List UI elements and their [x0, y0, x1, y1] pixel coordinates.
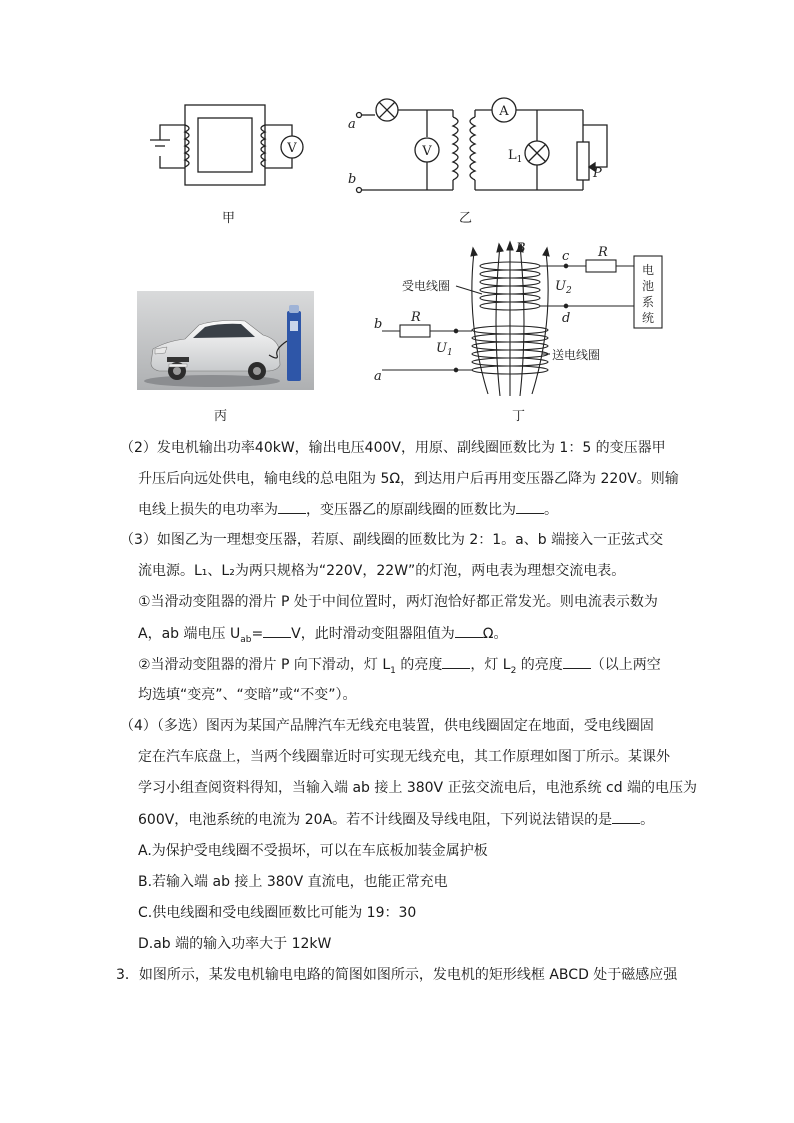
send-coil-label: 送电线圈: [552, 348, 601, 362]
voltmeter-label: V: [287, 141, 297, 156]
answer-blank: [612, 809, 640, 824]
q4-line-3: 学习小组查阅资料得知，当输入端 ab 接上 380V 正弦交流电后，电池系统 cd 端的电压为: [138, 780, 698, 796]
q4-line-4: [138, 809, 698, 830]
q3-sub-1-text-c: V，此时滑动变阻器阻值为: [291, 626, 455, 642]
receive-coil-label: 受电线圈: [402, 279, 451, 293]
battery-label-1: 电: [642, 263, 655, 277]
q2-line-3-part-b: ，变压器乙的原副线圈的匝数比为: [306, 502, 516, 518]
battery-label-3: 系: [642, 295, 655, 309]
q3-sub-1: ①当滑动变阻器的滑片 P 处于中间位置时，两灯泡恰好都正常发光。则电流表示数为: [138, 594, 658, 610]
figure-ding-wireless-charging: [370, 238, 670, 398]
q3-sub-1-text-a: A，ab 端电压 U: [138, 626, 241, 642]
q3-sub-2-text-d: 的亮度: [516, 657, 563, 673]
figure-jia-transformer: [140, 100, 310, 205]
answer-blank: [516, 499, 544, 514]
q4-line-1: （4）（多选）图丙为某国产品牌汽车无线充电装置，供电线圈固定在地面，受电线圈固: [120, 718, 654, 734]
q3-sub-2-text-c: ，灯 L: [470, 657, 511, 673]
answer-blank: [263, 623, 291, 638]
uab-subscript: ab: [240, 634, 252, 645]
q2-line-3: [138, 499, 698, 520]
voltmeter-yi-label: V: [422, 144, 432, 159]
caption-bing: 丙: [214, 409, 228, 424]
battery-label-2: 池: [642, 279, 655, 293]
q3-sub-1-cont: [138, 623, 698, 650]
caption-ding: 丁: [512, 409, 526, 424]
q4-line-4-text-a: 600V，电池系统的电流为 20A。若不计线圈及导线电阻，下列说法错误的是: [138, 812, 613, 828]
voltage-u1-label: $U_1$: [436, 341, 453, 358]
terminal-d-label: d: [562, 311, 571, 326]
battery-label-4: 统: [642, 311, 655, 325]
option-a: A.为保护受电线圈不受损坏，可以在车底板加装金属护板: [138, 843, 488, 859]
question-3-line: 3．如图所示，某发电机输电电路的简图如图所示，发电机的矩形线框 ABCD 处于磁感应强: [116, 967, 678, 983]
terminal-a-ding-label: a: [374, 369, 382, 384]
q3-sub-2: [138, 654, 698, 681]
q3-line-1: （3）如图乙为一理想变压器，若原、副线圈的匝数比为 2：1。a、b 端接入一正弦式交: [120, 532, 664, 548]
voltage-u2-label: $U_2$: [555, 279, 572, 296]
l1-subscript: 1: [390, 665, 396, 676]
q2-line-3-part-a: 电线上损失的电功率为: [138, 502, 278, 518]
lamp-l1-label: $L_1$: [508, 148, 523, 165]
rheostat-p-label: P: [593, 166, 602, 181]
option-c: C.供电线圈和受电线圈匝数比可能为 19：30: [138, 905, 417, 921]
q3-sub-2-text-e: （以上两空: [590, 657, 661, 673]
caption-jia: 甲: [222, 211, 236, 226]
q2-line-3-part-c: 。: [544, 502, 558, 518]
q4-line-2: 定在汽车底盘上，当两个线圈靠近时可实现无线充电，其工作原理如图丁所示。某课外: [138, 749, 670, 765]
l2-subscript: 2: [510, 665, 517, 676]
q2-line-2: 升压后向远处供电，输电线的总电阻为 5Ω，到达用户后再用变压器乙降为 220V。则输: [138, 471, 679, 487]
q3-sub-2-cont: 均选填“变亮”、“变暗”或“不变”）。: [138, 687, 357, 703]
resistor-bottom-label: R: [411, 310, 421, 325]
answer-blank: [563, 654, 591, 669]
answer-blank: [455, 623, 483, 638]
terminal-b-label: b: [348, 172, 357, 187]
terminal-b-ding-label: b: [374, 317, 383, 332]
q3-sub-2-text-a: ②当滑动变阻器的滑片 P 向下滑动，灯 L: [138, 657, 391, 673]
q3-line-2: 流电源。L₁、L₂为两只规格为“220V，22W”的灯泡，两电表为理想交流电表。: [138, 563, 626, 579]
ammeter-label: A: [499, 104, 509, 119]
answer-blank: [278, 499, 306, 514]
terminal-a-label: a: [348, 117, 356, 132]
terminal-c-label: c: [562, 249, 570, 264]
q2-line-1: （2）发电机输出功率40kW，输出电压400V，用原、副线圈匝数比为 1：5 的变压器甲: [120, 440, 666, 456]
q3-sub-1-text-d: Ω。: [482, 626, 508, 642]
figure-yi-circuit: [345, 95, 625, 200]
resistor-top-label: R: [598, 245, 608, 260]
option-d: D.ab 端的输入功率大于 12kW: [138, 936, 332, 952]
q3-sub-1-text-b: =: [251, 626, 264, 642]
q4-line-4-text-b: 。: [640, 812, 655, 828]
answer-blank: [442, 654, 470, 669]
caption-yi: 乙: [459, 211, 473, 226]
option-b: B.若输入端 ab 接上 380V 直流电，也能正常充电: [138, 874, 448, 890]
field-b-label: B: [516, 241, 526, 256]
q3-sub-2-text-b: 的亮度: [395, 657, 443, 673]
figure-bing-car-photo: [137, 291, 314, 390]
